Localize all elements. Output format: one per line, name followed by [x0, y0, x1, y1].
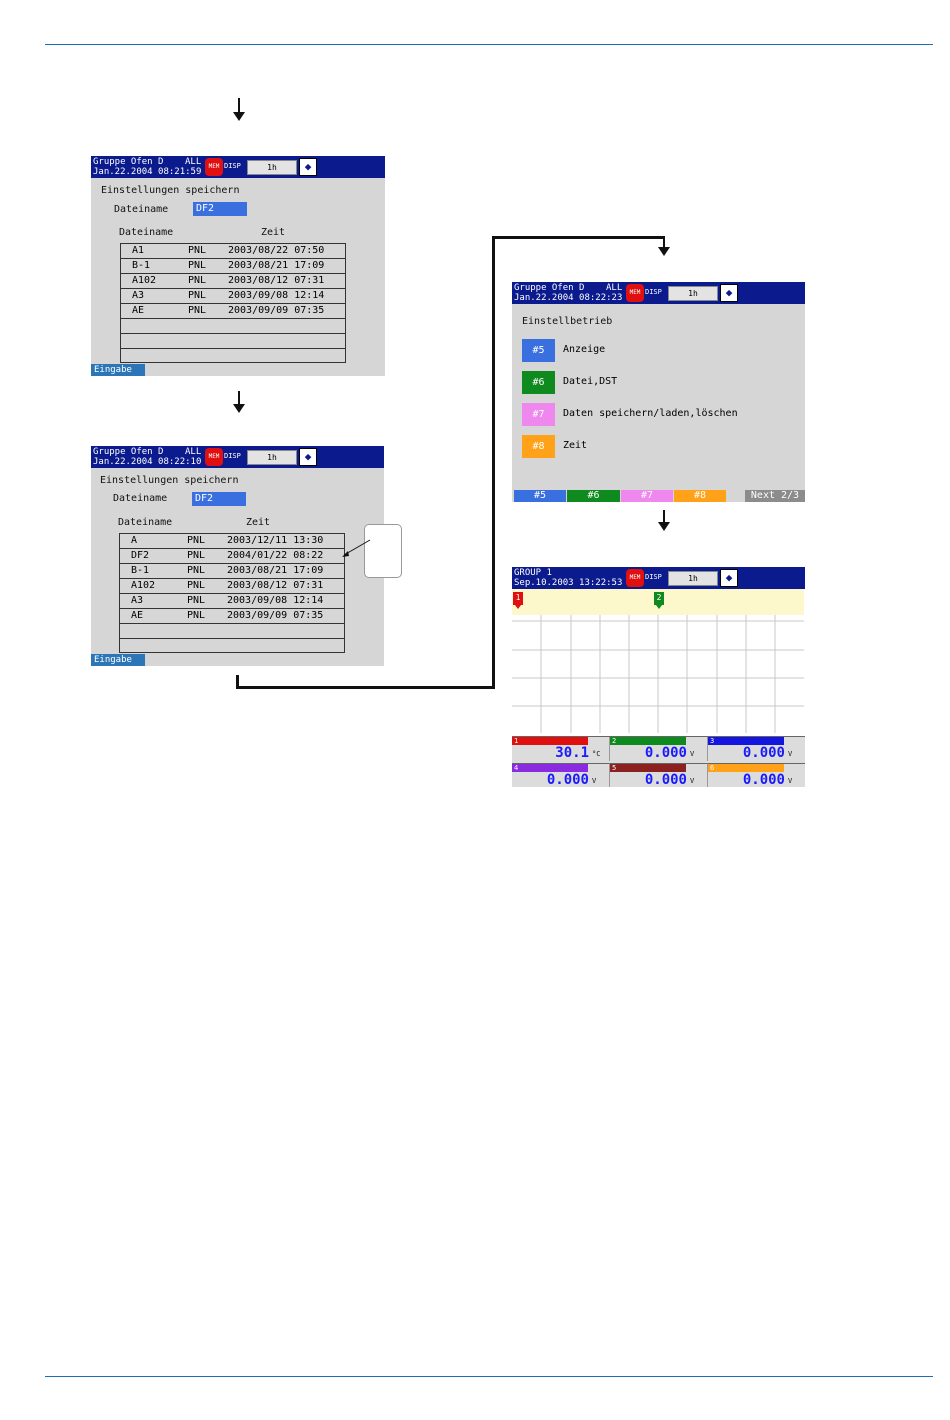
file-name: A102	[131, 580, 156, 591]
eingabe-softkey[interactable]: Eingabe	[91, 654, 145, 666]
digital-panel	[512, 736, 805, 787]
file-type: PNL	[188, 245, 207, 256]
file-time: 2003/08/22 07:50	[228, 245, 325, 256]
bottom-rule	[45, 1376, 933, 1377]
table-row[interactable]	[120, 564, 344, 579]
datetime: Jan.22.2004 08:22:10	[93, 457, 202, 467]
fkey-8[interactable]: #8	[674, 490, 726, 502]
file-list	[119, 533, 345, 653]
scale-area	[512, 589, 804, 615]
menu-label: Datei,DST	[563, 376, 618, 387]
group-name: Gruppe Ofen D	[514, 283, 585, 293]
screen-title: Einstellungen speichern	[100, 475, 239, 486]
file-name: A102	[132, 275, 157, 286]
datetime: Sep.10.2003 13:22:53	[514, 578, 623, 588]
flow-arrow	[238, 391, 240, 405]
status-bar	[91, 446, 384, 468]
flow-arrow	[238, 98, 240, 113]
disp-label: DISP	[224, 452, 241, 460]
column-header-time: Zeit	[261, 227, 286, 238]
channel-readout-3	[708, 737, 805, 761]
channel-tag: 3	[708, 737, 784, 745]
file-type: PNL	[188, 275, 207, 286]
channel-unit: V	[690, 750, 695, 758]
file-time: 2003/09/08 12:14	[228, 290, 325, 301]
screen-trend-display	[512, 567, 805, 787]
channel-readout-2	[610, 737, 708, 761]
menu-label: Daten speichern/laden,löschen	[563, 408, 738, 419]
memory-icon: MEM	[626, 284, 644, 302]
column-header-time: Zeit	[246, 517, 271, 528]
channel-tag: 2	[610, 737, 686, 745]
file-type: PNL	[188, 260, 207, 271]
interval-box: 1h	[247, 450, 297, 465]
channel-value: 30.1	[555, 745, 589, 761]
file-name: B-1	[132, 260, 151, 271]
top-rule	[45, 44, 933, 45]
table-row-empty	[121, 334, 345, 349]
table-row[interactable]	[120, 594, 344, 609]
interval-box: 1h	[668, 571, 718, 586]
menu-label: Zeit	[563, 440, 588, 451]
file-time: 2003/09/09 07:35	[228, 305, 325, 316]
fkey-7[interactable]: #7	[621, 490, 673, 502]
function-key-bar	[512, 490, 805, 502]
channel-value: 0.000	[742, 745, 785, 761]
file-name: AE	[132, 305, 145, 316]
memory-icon: MEM	[626, 569, 644, 587]
channel-value: 0.000	[644, 772, 687, 787]
filename-input[interactable]: DF2	[192, 492, 246, 506]
screen-save-settings-1	[91, 156, 385, 376]
disp-label: DISP	[224, 162, 241, 170]
channel-readout-6	[708, 763, 805, 787]
channel-tag: 1	[512, 737, 588, 745]
connector-line	[492, 236, 495, 689]
channel-value: 0.000	[546, 772, 589, 787]
memory-icon: MEM	[205, 448, 223, 466]
status-bar	[512, 567, 805, 589]
file-type: PNL	[187, 610, 206, 621]
file-time: 2003/12/11 13:30	[227, 535, 324, 546]
table-row-empty	[120, 624, 344, 639]
file-type: PNL	[188, 305, 207, 316]
eingabe-softkey[interactable]: Eingabe	[91, 364, 145, 376]
file-type: PNL	[187, 565, 206, 576]
channel-unit: V	[788, 750, 793, 758]
file-type: PNL	[187, 535, 206, 546]
disp-label: DISP	[645, 288, 662, 296]
menu-key: #6	[522, 371, 555, 394]
filename-label: Dateiname	[114, 204, 169, 215]
table-row[interactable]	[121, 304, 345, 319]
file-type: PNL	[187, 550, 206, 561]
fkey-5[interactable]: #5	[514, 490, 566, 502]
menu-key: #8	[522, 435, 555, 458]
table-row[interactable]	[121, 259, 345, 274]
keylock-icon: ◆	[299, 448, 317, 466]
table-row[interactable]	[120, 579, 344, 594]
table-row[interactable]	[120, 534, 344, 549]
file-name: A1	[132, 245, 145, 256]
file-name: B-1	[131, 565, 150, 576]
channel-tag: 5	[610, 764, 686, 772]
channel-unit: V	[592, 777, 597, 785]
table-row[interactable]	[120, 609, 344, 624]
keylock-icon: ◆	[720, 569, 738, 587]
channel-marker-2: 2	[654, 592, 664, 605]
connector-line	[492, 236, 665, 239]
column-header-name: Dateiname	[119, 227, 174, 238]
keylock-icon: ◆	[299, 158, 317, 176]
screen-title: Einstellungen speichern	[101, 185, 240, 196]
table-row[interactable]	[121, 274, 345, 289]
menu-label: Anzeige	[563, 344, 606, 355]
file-list	[120, 243, 346, 363]
mode-label: ALL	[606, 283, 623, 293]
file-time: 2003/08/21 17:09	[228, 260, 325, 271]
file-name: DF2	[131, 550, 150, 561]
channel-readout-5	[610, 763, 708, 787]
file-name: A3	[131, 595, 144, 606]
column-header-name: Dateiname	[118, 517, 173, 528]
file-time: 2003/08/12 07:31	[228, 275, 325, 286]
channel-unit: V	[690, 777, 695, 785]
status-bar	[512, 282, 805, 304]
interval-box: 1h	[668, 286, 718, 301]
channel-marker-1: 1	[513, 592, 523, 605]
menu-key: #5	[522, 339, 555, 362]
file-name: A3	[132, 290, 145, 301]
channel-tag: 6	[708, 764, 784, 772]
trend-grid	[512, 615, 804, 733]
file-name: AE	[131, 610, 144, 621]
channel-unit: °C	[592, 750, 601, 758]
file-type: PNL	[187, 580, 206, 591]
next-page-key[interactable]: Next 2/3	[745, 490, 805, 502]
datetime: Jan.22.2004 08:22:23	[514, 293, 623, 303]
file-time: 2003/08/21 17:09	[227, 565, 324, 576]
disp-label: DISP	[645, 573, 662, 581]
channel-value: 0.000	[644, 745, 687, 761]
group-name: Gruppe Ofen D	[93, 447, 164, 457]
file-time: 2003/09/08 12:14	[227, 595, 324, 606]
flow-arrow	[663, 239, 665, 248]
table-row[interactable]	[120, 549, 344, 564]
file-time: 2003/09/09 07:35	[227, 610, 324, 621]
table-row[interactable]	[121, 244, 345, 259]
file-name: A	[131, 535, 138, 546]
file-time: 2004/01/22 08:22	[227, 550, 324, 561]
flow-arrow	[663, 510, 665, 523]
screen-setting-mode	[512, 282, 805, 502]
filename-label: Dateiname	[113, 493, 168, 504]
mode-label: ALL	[185, 157, 202, 167]
group-name: Gruppe Ofen D	[93, 157, 164, 167]
connector-line	[236, 686, 495, 689]
file-type: PNL	[187, 595, 206, 606]
file-time: 2003/08/12 07:31	[227, 580, 324, 591]
file-type: PNL	[188, 290, 207, 301]
group-name: GROUP 1	[514, 568, 552, 578]
table-row[interactable]	[121, 289, 345, 304]
channel-readout-1	[512, 737, 610, 761]
interval-box: 1h	[247, 160, 297, 175]
memory-icon: MEM	[205, 158, 223, 176]
fkey-6[interactable]: #6	[567, 490, 620, 502]
screen-title: Einstellbetrieb	[522, 316, 613, 327]
mode-label: ALL	[185, 447, 202, 457]
callout-pointer	[340, 538, 372, 560]
status-bar	[91, 156, 385, 178]
keylock-icon: ◆	[720, 284, 738, 302]
table-row-empty	[121, 319, 345, 334]
channel-readout-4	[512, 763, 610, 787]
filename-input[interactable]: DF2	[193, 202, 247, 216]
channel-value: 0.000	[742, 772, 785, 787]
channel-unit: V	[788, 777, 793, 785]
menu-key: #7	[522, 403, 555, 426]
datetime: Jan.22.2004 08:21:59	[93, 167, 202, 177]
channel-tag: 4	[512, 764, 588, 772]
